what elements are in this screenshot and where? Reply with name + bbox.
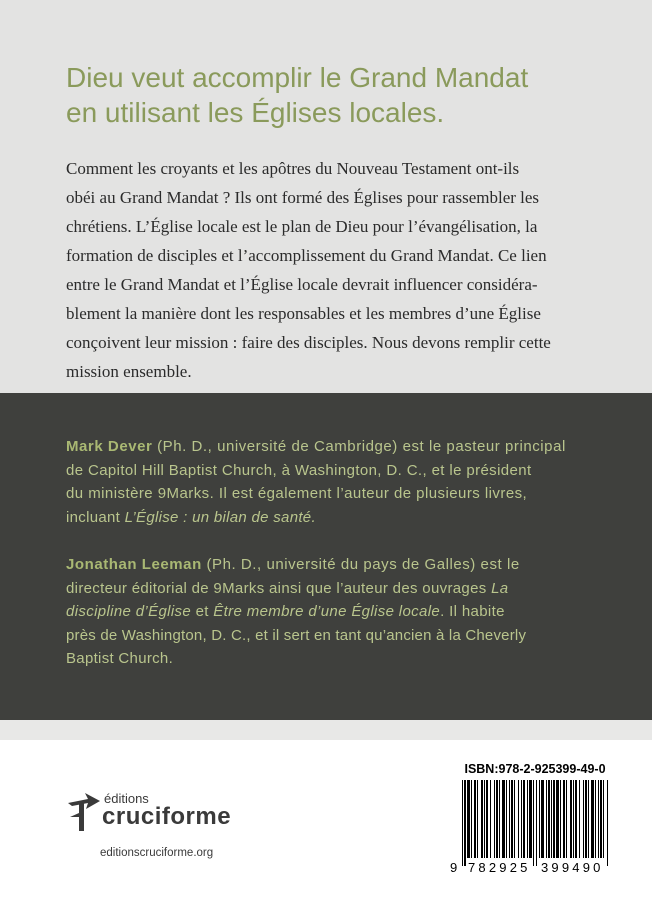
bio-text: près de Washington, D. C., et il sert en tant qu’ancien à la Cheverly <box>66 626 527 644</box>
barcode-bar <box>471 780 472 858</box>
paragraph-line: chrétiens. L’Église locale est le plan de Dieu pour l’évangélisation, la <box>66 217 538 236</box>
headline-line-2: en utilisant les Églises locales. <box>66 97 445 128</box>
divider-band <box>0 720 652 740</box>
barcode-bar <box>551 780 552 858</box>
book-title: La <box>491 579 509 597</box>
barcode-bar <box>509 780 510 858</box>
barcode-bar <box>600 780 602 858</box>
barcode-digit-group: 399490 <box>541 860 604 875</box>
paragraph-line: conçoivent leur mission : faire des disciples. Nous devons remplir cette <box>66 333 551 352</box>
book-title: L’Église : un bilan de santé. <box>124 508 316 526</box>
bio-text: directeur éditorial de 9Marks ainsi que l’auteur des ouvrages <box>66 579 492 597</box>
author-name: Mark Dever <box>66 438 153 455</box>
publisher-logo <box>66 787 236 837</box>
book-title: discipline d’Église <box>66 603 192 620</box>
paragraph-line: blement la manière dont les responsables et les membres d’une Église <box>66 304 541 323</box>
bio-text: . Il habite <box>440 603 505 620</box>
barcode-digit-first: 9 <box>450 860 458 875</box>
bio-text: et <box>191 603 214 620</box>
barcode-bar <box>603 780 604 858</box>
barcode-bar <box>575 780 577 858</box>
paragraph-line: Comment les croyants et les apôtres du Nouveau Testament ont-ils <box>66 159 520 178</box>
barcode-icon <box>454 780 616 866</box>
barcode-bar <box>523 780 525 858</box>
barcode-bar <box>499 780 500 858</box>
bio-text: incluant <box>66 508 125 526</box>
paragraph-line: mission ensemble. <box>66 362 192 381</box>
barcode-bar <box>484 780 485 858</box>
barcode-bar <box>560 780 561 858</box>
barcode-digit-group: 782925 <box>468 860 531 875</box>
author-name: Jonathan Leeman <box>66 556 202 573</box>
barcode-bar <box>570 780 572 858</box>
publisher-url: editionscruciforme.org <box>100 847 214 859</box>
barcode-bar <box>481 780 483 858</box>
barcode-bar <box>588 780 589 858</box>
publisher-name-small: éditions <box>104 791 149 806</box>
bio-text: du ministère 9Marks. Il est également l’auteur de plusieurs livres, <box>66 485 528 502</box>
barcode-bar <box>511 780 513 858</box>
barcode-bar <box>514 780 515 858</box>
book-title: Être membre d’une Église locale <box>213 603 441 620</box>
barcode-bar <box>591 780 594 858</box>
barcode-bar <box>579 780 580 858</box>
barcode-bar <box>607 780 608 866</box>
barcode-bar <box>556 780 559 858</box>
barcode-bar <box>464 780 466 866</box>
barcode-bar <box>566 780 567 858</box>
barcode-bar <box>598 780 599 858</box>
headline <box>66 60 626 130</box>
barcode-bar <box>486 780 488 858</box>
barcode-bar <box>595 780 596 858</box>
paragraph-line: formation de disciples et l’accomplissement du Grand Mandat. Ce lien <box>66 246 547 265</box>
barcode-bar <box>536 780 537 866</box>
barcode-bar <box>494 780 495 858</box>
barcode-bar <box>585 780 587 858</box>
barcode-bar <box>474 780 476 858</box>
barcode-bar <box>477 780 478 858</box>
barcode-bar <box>533 780 534 866</box>
barcode-bar <box>490 780 491 858</box>
barcode-bar <box>502 780 505 858</box>
barcode-bar <box>496 780 498 858</box>
barcode-bar <box>548 780 550 858</box>
isbn-barcode <box>450 762 620 888</box>
barcode-bar <box>583 780 584 858</box>
publisher-name: cruciforme <box>102 803 232 830</box>
description-paragraph <box>66 154 606 386</box>
barcode-bar <box>529 780 532 858</box>
barcode-bar <box>541 780 544 858</box>
paragraph-line: entre le Grand Mandat et l’Église locale devrait influencer considéra- <box>66 275 538 294</box>
isbn-label: ISBN:978-2-925399-49-0 <box>464 762 606 776</box>
paragraph-line: obéi au Grand Mandat ? Ils ont formé des Églises pour rassembler les <box>66 188 540 207</box>
barcode-bar <box>546 780 547 858</box>
barcode-bar <box>467 780 470 858</box>
bio-mark-dever <box>66 435 606 529</box>
barcode-bar <box>539 780 540 858</box>
barcode-bar <box>506 780 507 858</box>
bio-text: (Ph. D., université du pays de Galles) est le <box>201 556 520 573</box>
barcode-bar <box>462 780 463 866</box>
barcode-bar <box>518 780 519 858</box>
barcode-bar <box>527 780 528 858</box>
bio-jonathan-leeman <box>66 553 606 671</box>
barcode-bar <box>521 780 522 858</box>
headline-line-1: Dieu veut accomplir le Grand Mandat <box>66 62 529 93</box>
barcode-bar <box>573 780 574 858</box>
bio-text: Baptist Church. <box>66 650 174 667</box>
barcode-bar <box>563 780 565 858</box>
barcode-bar <box>553 780 555 858</box>
cross-arrow-icon <box>66 787 104 833</box>
bio-text: de Capitol Hill Baptist Church, à Washington, D. C., et le président <box>66 461 532 479</box>
bio-text: (Ph. D., université de Cambridge) est le pasteur principal <box>152 438 566 455</box>
